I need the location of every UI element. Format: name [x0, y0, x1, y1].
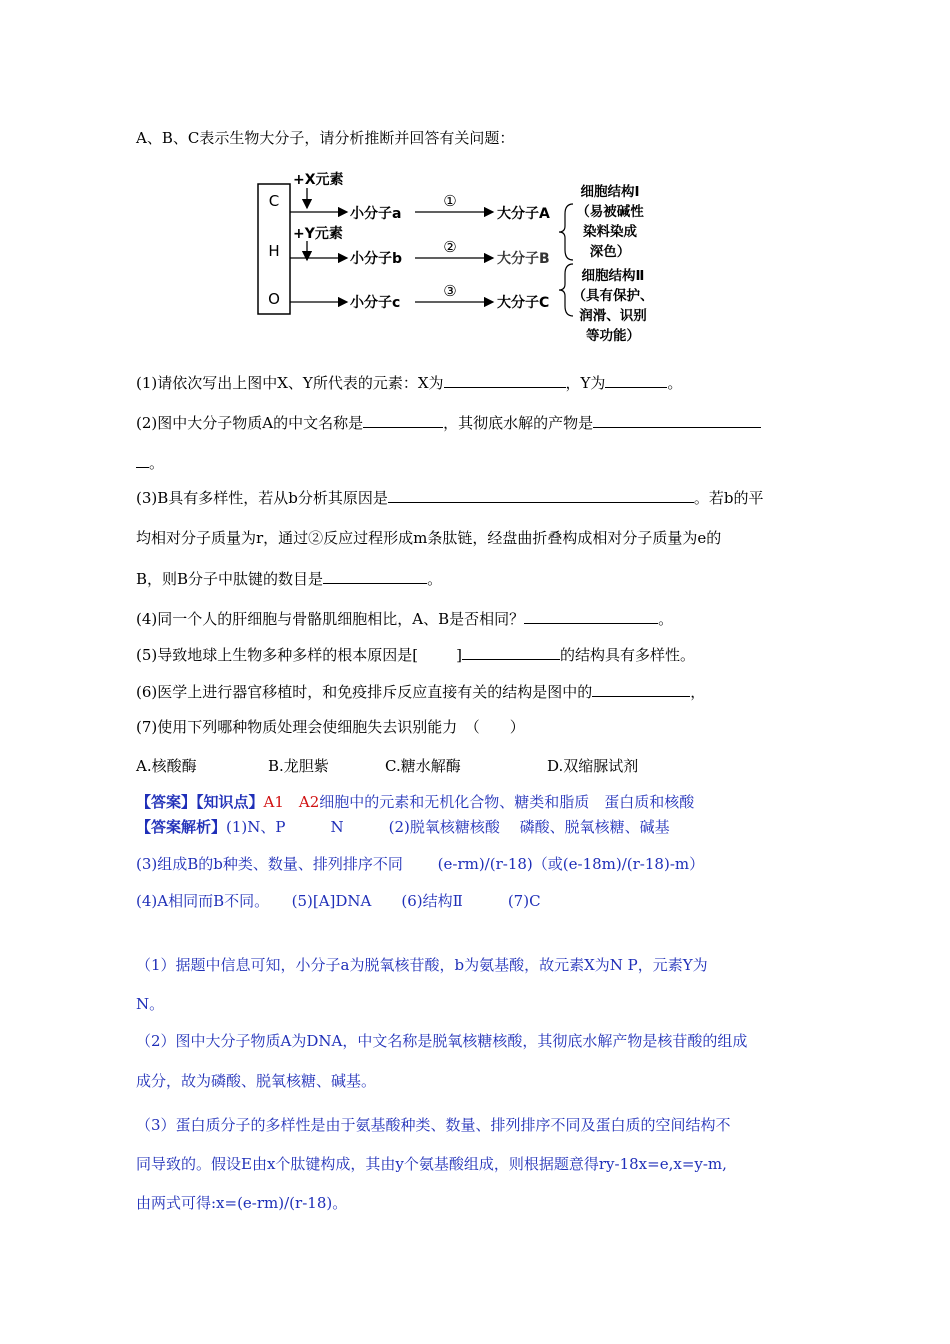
explain-line-4: 成分，故为磷酸、脱氧核糖、碱基。 [136, 1072, 377, 1090]
answer-line-1: 【答案解析】(1)N、P N (2)脱氧核糖核酸 磷酸、脱氧核糖、碱基 [136, 818, 670, 836]
cell-structure-2-title: 细胞结构Ⅱ [581, 268, 645, 284]
explain-line-5: （3）蛋白质分子的多样性是由于氨基酸种类、数量、排列排序不同及蛋白质的空间结构不 [136, 1116, 731, 1134]
cell-structure-1-desc2: 染料染成 [583, 224, 637, 240]
question-3: (3)B具有多样性，若从b分析其原因是 。若b的平 [136, 486, 763, 509]
question-2-cont: 。 [136, 451, 164, 474]
explain-line-2: N。 [136, 995, 165, 1013]
explain-line-1: （1）据题中信息可知，小分子a为脱氧核苷酸，b为氨基酸，故元素X为N P，元素Y为 [136, 956, 708, 974]
answer-blank-structure[interactable] [592, 680, 690, 697]
step-1: ① [443, 192, 457, 210]
answer-blank-a-name[interactable] [363, 411, 443, 428]
explain-line-6: 同导致的。假设E由x个肽键构成，其由y个氨基酸组成，则根据题意得ry-18x=e,x=y-m, [136, 1155, 727, 1173]
question-5: (5)导致地球上生物多种多样的根本原因是[ ] 的结构具有多样性。 [136, 643, 695, 666]
step-2: ② [443, 238, 457, 256]
explain-line-3: （2）图中大分子物质A为DNA，中文名称是脱氧核糖核酸，其彻底水解产物是核苷酸的组成 [136, 1032, 748, 1050]
cell-structure-1-title: 细胞结构Ⅰ [580, 184, 640, 200]
question-6: (6)医学上进行器官移植时，和免疫排斥反应直接有关的结构是图中的 ， [136, 680, 705, 703]
answer-blank-peptide-bonds[interactable] [323, 567, 427, 584]
y-element-label: +Y元素 [293, 226, 343, 242]
cell-structure-2-desc3: 等功能） [586, 328, 640, 344]
option-c[interactable]: C.糖水解酶 [385, 757, 461, 775]
answer-blank-same[interactable] [524, 607, 658, 624]
small-molecule-b: 小分子b [350, 251, 403, 267]
step-3: ③ [443, 282, 457, 300]
question-3-line2: 均相对分子质量为r，通过②反应过程形成m条肽链，经盘曲折叠构成相对分子质量为e的 [136, 529, 722, 547]
answer-blank-hydrolysis-cont[interactable] [136, 451, 149, 468]
cell-structure-2-desc2: 润滑、识别 [579, 308, 647, 324]
question-7-options [136, 755, 638, 777]
cell-structure-2-desc1: （具有保护、 [572, 288, 654, 304]
macromolecule-c: 大分子C [497, 295, 550, 311]
answer-blank-hydrolysis[interactable] [593, 411, 761, 428]
question-4: (4)同一个人的肝细胞与骨骼肌细胞相比，A、B是否相同？ 。 [136, 607, 673, 630]
question-1: (1)请依次写出上图中X、Y所代表的元素：X为 ，Y为 。 [136, 371, 682, 394]
answer-blank-x[interactable] [444, 371, 566, 388]
cell-structure-1-desc3: 深色） [589, 244, 631, 260]
answer-blank-b-diversity[interactable] [388, 486, 694, 503]
answer-line-2: (3)组成B的b种类、数量、排列排序不同 (e-rm)/(r-18)（或(e-18m)/(r-18)-m） [136, 855, 705, 873]
cell-structure-1-desc1: （易被碱性 [576, 204, 644, 220]
small-molecule-a: 小分子a [350, 206, 402, 222]
explain-line-7: 由两式可得:x=(e-rm)/(r-18)。 [136, 1194, 348, 1212]
question-7: (7)使用下列哪种物质处理会使细胞失去识别能力 （ ） [136, 718, 525, 736]
answer-blank-y[interactable] [605, 371, 667, 388]
macromolecule-b: 大分子B [497, 251, 550, 267]
question-3-line3: B，则B分子中肽键的数目是 。 [136, 567, 442, 590]
small-molecule-c: 小分子c [350, 295, 401, 311]
answer-line-3: (4)A相同而B不同。 (5)[A]DNA (6)结构Ⅱ (7)C [136, 892, 541, 910]
option-a[interactable]: A.核酸酶 [136, 757, 197, 775]
question-2: (2)图中大分子物质A的中文名称是 ，其彻底水解的产物是 [136, 411, 761, 434]
x-element-label: +X元素 [293, 172, 344, 188]
macromolecule-a: 大分子A [497, 206, 550, 222]
option-d[interactable]: D.双缩脲试剂 [547, 757, 639, 775]
answer-blank-root-cause[interactable] [462, 643, 560, 660]
option-b[interactable]: B.龙胆紫 [268, 757, 329, 775]
macromolecule-diagram [255, 168, 675, 348]
element-h: H [268, 242, 280, 260]
answer-header: 【答案】【知识点】A1 A2细胞中的元素和无机化合物、糖类和脂质 蛋白质和核酸 [136, 793, 695, 811]
element-o: O [268, 290, 280, 308]
intro-text: A、B、C表示生物大分子，请分析推断并回答有关问题： [136, 129, 515, 147]
element-c: C [268, 192, 280, 210]
